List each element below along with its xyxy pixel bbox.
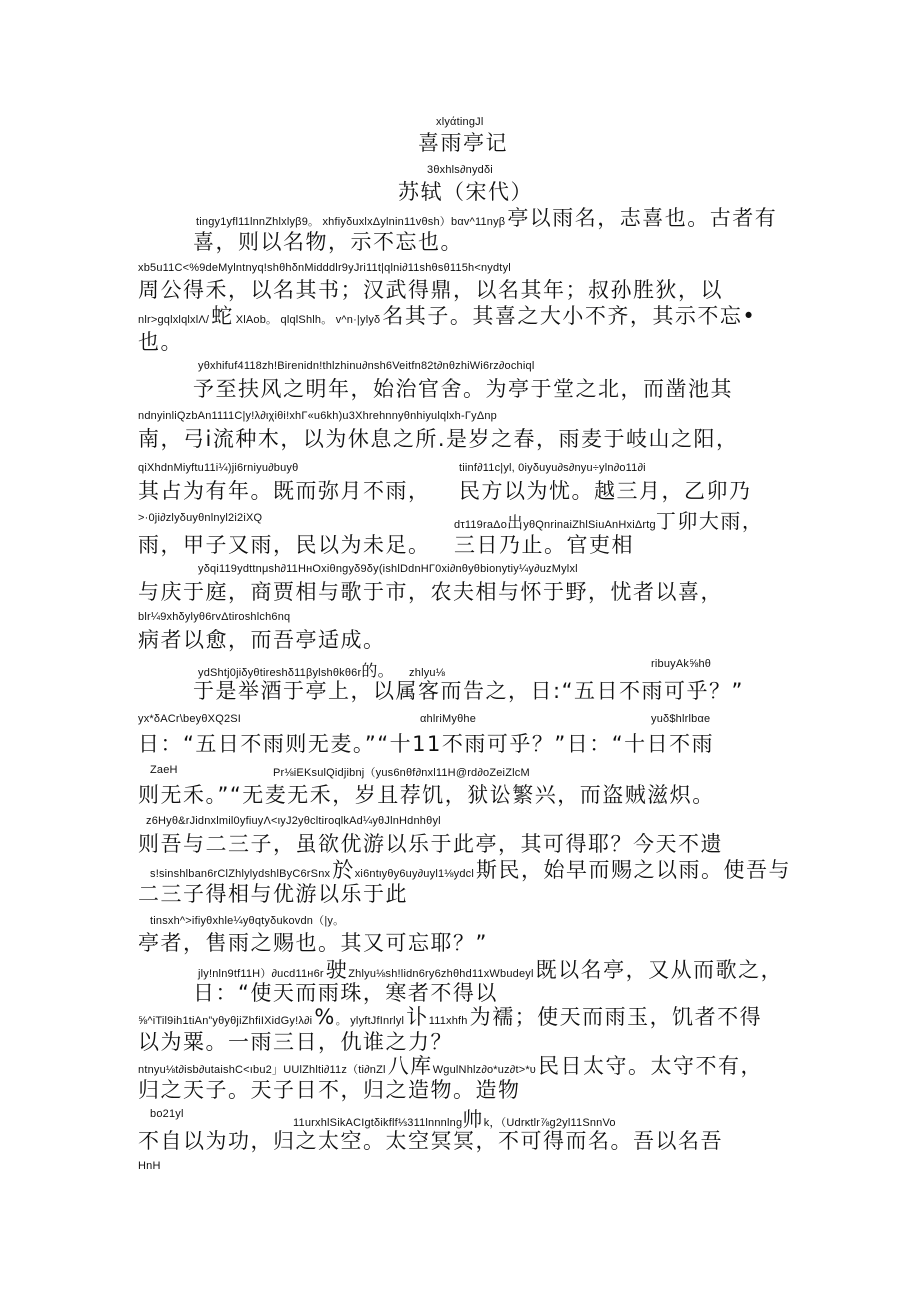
pinyin-line: tinsxh^>ifiyθxhle¼yθqtyδukovdn（|y。 xyxy=(150,915,345,927)
author-line: 苏轼（宋代） xyxy=(398,180,533,204)
text-segment: % xyxy=(314,1005,336,1029)
text-line: 也。 xyxy=(138,330,183,354)
pinyin-line: Pr⅛iEKsulQidjibnj（yus6nθf∂nxl11H@rd∂oZeiZlcM xyxy=(273,767,530,779)
pinyin-inline: WgulNhlz∂o*uz∂t>*υ xyxy=(432,1064,537,1076)
text-line: 三日乃止。官吏相 xyxy=(454,533,634,557)
pinyin-inline: 。 ylyftJfInrlyl xyxy=(335,1015,405,1027)
pinyin-line: xb5u11C<%9deMylntnyq!shθhδnMidddlr9yJri11t|qlni∂11shθsθ115h<nydtyl xyxy=(138,262,511,274)
text-line: 则无禾。”“无麦无禾，岁且荐饥，狱讼繁兴，而盗贼滋炽。 xyxy=(138,783,715,807)
pinyin-line: >·0ji∂zlyδuyθnlnyl2i2iXQ xyxy=(138,512,263,524)
text-line: 不自以为功，归之太空。太空冥冥，不可得而名。吾以名吾 xyxy=(138,1129,723,1153)
text-line: 周公得禾，以名其书；汉武得鼎，以名其年；叔孙胜狄，以 xyxy=(138,278,723,302)
pinyin-inline: tingy1yfl11lnnZhlxlyβ9。 xhfiyδuxlxΔylnin11vθsh）bαv^11nyβ xyxy=(196,216,506,228)
pinyin-line: bo21yl xyxy=(150,1108,184,1120)
pinyin-inline: nlr>gqlxlqlxlΛ/ xyxy=(138,314,210,326)
text-segment: 於 xyxy=(332,858,355,882)
text-line: 二三子得相与优游以乐于此 xyxy=(138,882,408,906)
pinyin-inline: ydShtj0jiδyθtireshδ11βylshθkθ6r xyxy=(198,667,362,679)
text-segment: 帅 xyxy=(462,1107,484,1131)
pinyin-inline: yθQnrinaiZhlSiuAnHxiΔrtg xyxy=(523,519,656,531)
text-segment: 蛇 xyxy=(211,304,234,328)
pinyin-inline: k，（Udrκtlr⅞g2yl11SnnVo xyxy=(483,1117,616,1129)
text-line: 病者以愈，而吾亭适成。 xyxy=(138,628,386,652)
pinyin-line: ZaeH xyxy=(150,764,178,776)
pinyin-line: ribuyAk⅝hθ xyxy=(651,658,712,670)
text-segment: 的。 xyxy=(361,661,394,680)
text-segment: 斯民，始早而赐之以雨。使吾与 xyxy=(476,858,792,882)
title-pinyin: xlyάtingJl xyxy=(436,116,484,128)
pinyin-line: ndnyinliQzbAn1111C|y!λ∂ιχiθi!xhΓ«u6kh)u3Xhrehnnyθnhiyulqlxh-ΓyΔnp xyxy=(138,410,498,422)
pinyin-line: αhlriMyθhe xyxy=(420,713,477,725)
pinyin-line: blr¼9xhδylyθ6rvΔtiroshlch6nq xyxy=(138,611,291,623)
pinyin-line: yδqi119ydttnμsh∂11HнOxiθngyδ9δy(ishlDdnHΓ0xi∂nθyθbionytiy¼y∂uzMylxl xyxy=(198,563,578,575)
text-segment: 八库 xyxy=(387,1054,433,1078)
author-pinyin: 3θxhls∂nydδi xyxy=(427,164,493,176)
text-segment: 丁卯大雨， xyxy=(655,509,764,533)
pinyin-inline: zhlyu⅛ xyxy=(409,667,446,679)
text-segment: 驶 xyxy=(325,958,349,982)
text-segment: 亭以雨名，志喜也。古者有 xyxy=(507,206,778,230)
pinyin-inline: 111xhfh xyxy=(428,1015,468,1027)
text-line: 日：“使天而雨珠，寒者不得以 xyxy=(193,981,498,1005)
pinyin-inline: s!sinshlban6rClZhlylydshlByC6rSnx xyxy=(150,868,331,880)
text-line xyxy=(138,300,756,330)
pinyin-line: tiinf∂11c|yl, 0iyδuyu∂s∂nyu÷yln∂o11∂i xyxy=(459,462,646,474)
text-line: 归之天子。天子日不，归之造物。造物 xyxy=(138,1078,521,1102)
text-line: 亭者，售雨之赐也。其又可忘耶？” xyxy=(138,931,488,955)
pinyin-line: yθxhifuf4118zh!Birenidn!thlzhinu∂nsh6Veitfn82t∂nθzhiWi6rz∂ochiql xyxy=(198,360,535,372)
text-line: 以为粟。一雨三日，仇谁之力？ xyxy=(138,1030,453,1054)
pinyin-inline: xi6ntιyθy6uy∂uyl1⅛ydcl xyxy=(354,868,475,880)
pinyin-line: yx*δACr\beyθXQ2SI xyxy=(138,713,242,725)
pinyin-inline: jly!nln9tf11H）∂ucd11н6r xyxy=(198,968,324,980)
pinyin-inline: ntnyu⅛t∂isb∂utaishC<ıbu2」UUlZhlti∂11z（ti∂nZl xyxy=(138,1064,386,1076)
pinyin-line: yuδ$hlrlbαe xyxy=(651,713,711,725)
pinyin-inline: ⅝^iTil9ih1tiAn”yθyθjiZhfiIXidGy!λ∂i xyxy=(138,1015,313,1027)
text-line: 南，弓i流种木，以为休息之所.是岁之春，雨麦于岐山之阳， xyxy=(138,427,739,451)
pinyin-line: HnH xyxy=(138,1160,161,1172)
text-line: 雨，甲子又雨，民以为未足。 xyxy=(138,533,431,557)
text-segment: 民日太守。太守不有， xyxy=(538,1054,764,1078)
page-title: 喜雨亭记 xyxy=(418,131,508,155)
pinyin-inline: dτ119raΔo xyxy=(454,519,508,531)
text-segment: 出 xyxy=(507,513,524,532)
text-line: 喜，则以名物，示不忘也。 xyxy=(193,230,463,254)
text-line: 与庆于庭，商贾相与歌于市，农夫相与怀于野，忧者以喜， xyxy=(138,580,723,604)
text-line: 其占为有年。既而弥月不雨， xyxy=(138,479,431,503)
text-segment: 既以名亭，又从而歌之， xyxy=(535,958,784,982)
pinyin-line: qiXhdnMiyftu11i¼)ji6rniyu∂buyθ xyxy=(138,462,299,474)
text-segment: 讣 xyxy=(406,1005,429,1029)
text-line: 日：“五日不雨则无麦。”“十11不雨可乎？”日：“十日不雨 xyxy=(138,732,715,756)
text-line: 予至扶风之明年，始治官舍。为亭于堂之北，而凿池其 xyxy=(193,377,733,401)
text-line: 民方以为忧。越三月，乙卯乃 xyxy=(459,479,752,503)
text-line: 则吾与二三子，虽欲优游以乐于此亭，其可得耶？今天不遗 xyxy=(138,832,723,856)
pinyin-inline: Zhlyu⅛sh!lidn6ry6zhθhd11xWbudeyl xyxy=(348,968,534,980)
text-line: 于是举酒于亭上，以属客而告之，日:“五日不雨可乎？” xyxy=(193,679,744,703)
pinyin-inline: 11urxhlSikACIgtδikflf⅓311lnnnlng xyxy=(293,1117,463,1129)
text-segment: 为襦；使天而雨玉，饥者不得 xyxy=(469,1005,763,1029)
pinyin-line: z6Hyθ&rJidnxlmil0yfiuyΛ<ιyJ2yθcltiroqlkAd¼yθJlnHdnhθyl xyxy=(146,815,441,827)
pinyin-inline: XlAob。 qlqlShlh。 v^n·|ylyδ xyxy=(235,314,381,326)
text-segment: 名其子。其喜之大小不齐，其示不忘• xyxy=(382,304,757,328)
